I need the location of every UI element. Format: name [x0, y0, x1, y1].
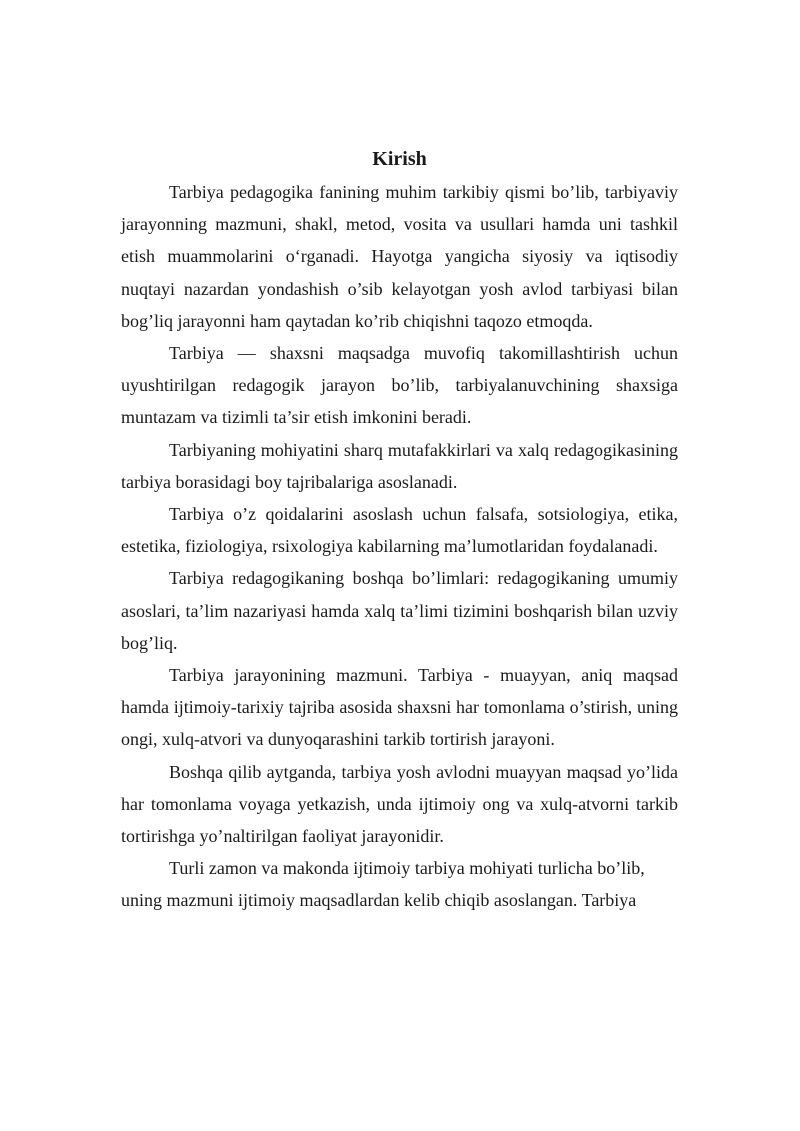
- paragraph-6: Tarbiya jarayonining mazmuni. Tarbiya - muayyan, aniq maqsad hamda ijtimoiy-tarixiy tajriba asosida shaxsni har tomonlama o’stirish, uning ongi, xulq-atvori va dunyoqarashini tarkib tortirish jarayoni.: [121, 665, 678, 750]
- paragraph-2: Tarbiya — shaxsni maqsadga muvofiq takomillashtirish uchun uyushtirilgan redagogik jarayon bo’lib, tarbiyalanuvchining shaxsiga muntazam va tizimli ta’sir etish imkonini beradi.: [121, 343, 678, 428]
- paragraph-7: Boshqa qilib aytganda, tarbiya yosh avlodni muayyan maqsad yo’lida har tomonlama voyaga yetkazish, unda ijtimoiy ong va xulq-atvorni tarkib tortirishga yo’naltirilgan faoliyat jarayonidir.: [121, 761, 678, 847]
- paragraph-8: Turli zamon va makonda ijtimoiy tarbiya mohiyati turlicha bo’lib, uning mazmuni ijtimoiy maqsadlardan kelib chiqib asoslangan. Tarbiya: [121, 858, 645, 911]
- paragraph-4: Tarbiya o’z qoidalarini asoslash uchun falsafa, sotsiologiya, etika, estetika, fiziologiya, rsixologiya kabilarning ma’lumotlaridan foydalanadi.: [121, 504, 678, 557]
- document-body: [121, 144, 678, 917]
- document-title: Kirish: [372, 148, 427, 170]
- paragraph-1: Tarbiya pedagogika fanining muhim tarkibiy qismi bo’lib, tarbiyaviy jarayonning mazmuni, shakl, metod, vosita va usullari hamda uni tashkil etish muammolarini o‘rganadi. Hayotga yangicha siyosiy va iqtisodiy nuqtayi nazardan yondashish o’sib kelayotgan yosh avlod tarbiyasi bilan bog’liq jarayonni ham qaytadan ko’rib chiqishni taqozo etmoqda.: [121, 182, 678, 331]
- paragraph-3: Tarbiyaning mohiyatini sharq mutafakkirlari va xalq redagogikasining tarbiya borasidagi boy tajribalariga asoslanadi.: [121, 439, 678, 492]
- paragraph-5: Tarbiya redagogikaning boshqa bo’limlari: redagogikaning umumiy asoslari, ta’lim nazariyasi hamda xalq ta’limi tizimini boshqarish bilan uzviy bog’liq.: [121, 568, 678, 653]
